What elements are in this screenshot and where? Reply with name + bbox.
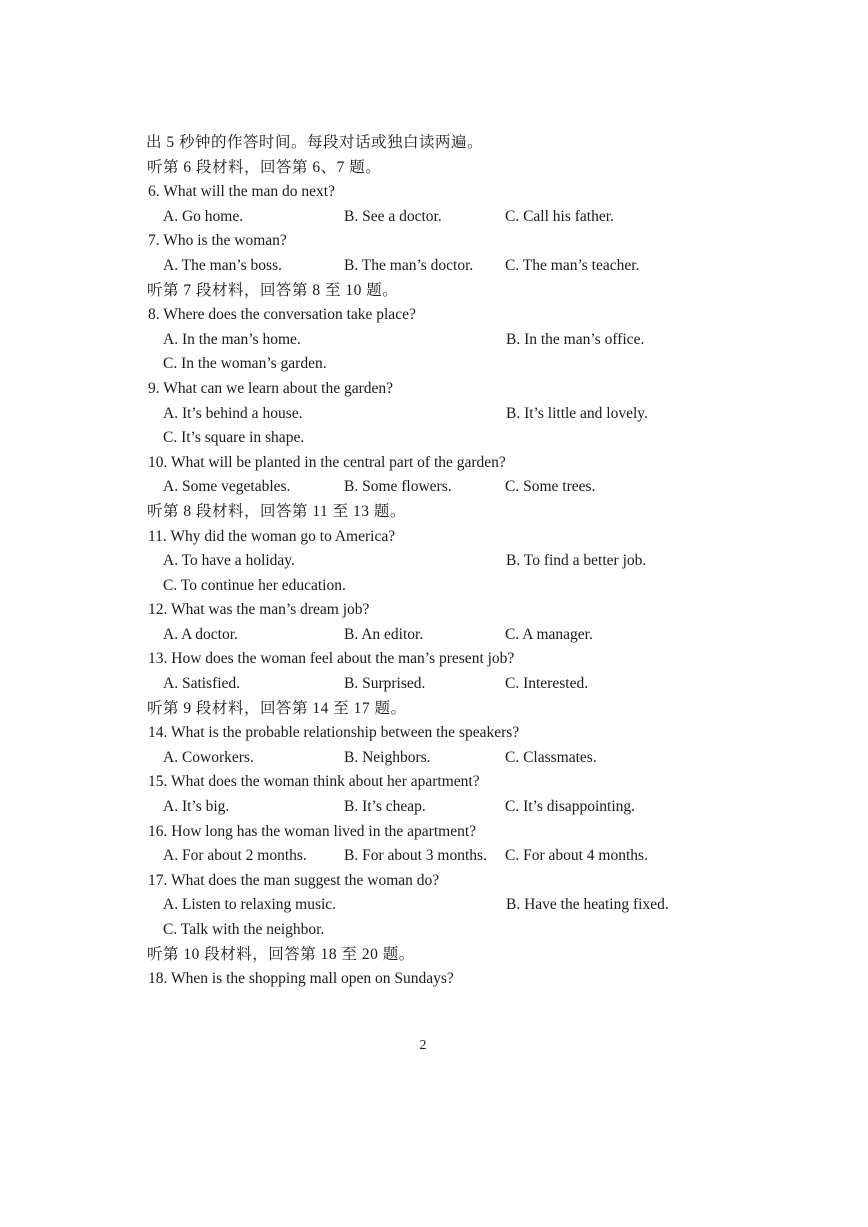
- question-text: 7. Who is the woman?: [148, 232, 287, 250]
- section-heading: [0, 500, 868, 525]
- question-text: 18. When is the shopping mall open on Sundays?: [148, 970, 454, 988]
- question-text: 12. What was the man’s dream job?: [148, 601, 370, 619]
- option-b: B. See a doctor.: [344, 207, 442, 225]
- option-a: A. Go home.: [163, 207, 244, 225]
- options-line: [0, 254, 868, 279]
- options-line: [0, 893, 868, 918]
- question-text: 8. Where does the conversation take place?: [148, 306, 416, 324]
- question-line: [0, 525, 868, 550]
- question-text: 10. What will be planted in the central part of the garden?: [148, 453, 506, 471]
- option-a: A. Satisfied.: [163, 675, 241, 693]
- section-heading-text: 听第 6 段材料，回答第 6、7 题。: [147, 158, 382, 176]
- options-line: [0, 549, 868, 574]
- instruction-line: [0, 131, 868, 156]
- options-line: [0, 402, 868, 427]
- question-text: 11. Why did the woman go to America?: [148, 527, 396, 545]
- option-b: B. The man’s doctor.: [344, 256, 474, 274]
- option-c: C. A manager.: [505, 625, 593, 643]
- options-line: [0, 918, 868, 943]
- option-a: A. Coworkers.: [163, 748, 254, 766]
- options-line: [0, 672, 868, 697]
- section-heading: [0, 279, 868, 304]
- option-c: C. Some trees.: [505, 478, 596, 496]
- option-a: A. For about 2 months.: [163, 847, 307, 865]
- option-b: B. For about 3 months.: [344, 847, 487, 865]
- question-line: [0, 647, 868, 672]
- section-heading-text: 听第 7 段材料，回答第 8 至 10 题。: [147, 281, 399, 299]
- question-line: [0, 869, 868, 894]
- option-a: A. Some vegetables.: [163, 478, 291, 496]
- options-line: [0, 795, 868, 820]
- option-c: C. Interested.: [505, 675, 589, 693]
- options-line: [0, 574, 868, 599]
- option-b: B. In the man’s office.: [506, 330, 645, 348]
- question-line: [0, 967, 868, 992]
- question-line: [0, 229, 868, 254]
- option-a: A. A doctor.: [163, 625, 238, 643]
- option-b: B. It’s cheap.: [344, 798, 426, 816]
- question-line: [0, 377, 868, 402]
- option-a: A. It’s big.: [163, 798, 230, 816]
- question-line: [0, 770, 868, 795]
- options-line: [0, 475, 868, 500]
- option-b: B. To find a better job.: [506, 552, 647, 570]
- option-c: C. Talk with the neighbor.: [163, 921, 325, 938]
- section-heading: [0, 697, 868, 722]
- options-line: [0, 623, 868, 648]
- option-c: C. It’s disappointing.: [505, 798, 636, 816]
- question-text: 16. How long has the woman lived in the apartment?: [148, 822, 477, 840]
- section-heading-text: 听第 8 段材料，回答第 11 至 13 题。: [147, 502, 406, 520]
- page-number: 2: [419, 1038, 427, 1053]
- options-line: [0, 426, 868, 451]
- question-text: 13. How does the woman feel about the man’s present job?: [148, 650, 515, 668]
- option-c: C. Call his father.: [505, 207, 614, 225]
- question-line: [0, 721, 868, 746]
- option-c: C. To continue her education.: [163, 576, 346, 594]
- option-a: A. It’s behind a house.: [163, 404, 303, 422]
- option-c: C. The man’s teacher.: [505, 256, 640, 274]
- question-line: [0, 820, 868, 845]
- options-line: [0, 352, 868, 377]
- option-c: C. For about 4 months.: [505, 847, 648, 865]
- options-line: [0, 746, 868, 771]
- option-a: A. The man’s boss.: [163, 256, 282, 274]
- options-line: [0, 844, 868, 869]
- option-b: B. An editor.: [344, 625, 424, 643]
- option-b: B. It’s little and lovely.: [506, 404, 648, 422]
- question-text: 9. What can we learn about the garden?: [148, 379, 394, 397]
- option-b: B. Some flowers.: [344, 478, 452, 496]
- instruction-text: 出 5 秒钟的作答时间。每段对话或独白读两遍。: [146, 134, 484, 151]
- listening-section: [0, 131, 868, 992]
- question-text: 14. What is the probable relationship between the speakers?: [148, 724, 520, 742]
- section-heading-text: 听第 10 段材料，回答第 18 至 20 题。: [147, 945, 415, 963]
- option-b: B. Have the heating fixed.: [506, 896, 669, 914]
- option-a: A. In the man’s home.: [163, 330, 301, 348]
- option-b: B. Neighbors.: [344, 748, 431, 766]
- option-a: A. To have a holiday.: [163, 552, 295, 570]
- option-c: C. Classmates.: [505, 748, 597, 766]
- question-line: [0, 451, 868, 476]
- section-heading: [0, 943, 868, 968]
- section-heading: [0, 156, 868, 181]
- option-c: C. In the woman’s garden.: [163, 355, 327, 373]
- question-line: [0, 598, 868, 623]
- option-c: C. It’s square in shape.: [163, 429, 305, 447]
- question-line: [0, 303, 868, 328]
- option-b: B. Surprised.: [344, 675, 426, 693]
- question-text: 6. What will the man do next?: [148, 183, 335, 201]
- section-heading-text: 听第 9 段材料，回答第 14 至 17 题。: [147, 699, 407, 717]
- option-a: A. Listen to relaxing music.: [163, 896, 337, 914]
- question-text: 15. What does the woman think about her apartment?: [148, 773, 480, 791]
- question-line: [0, 180, 868, 205]
- options-line: [0, 205, 868, 230]
- options-line: [0, 328, 868, 353]
- question-text: 17. What does the man suggest the woman do?: [148, 871, 440, 889]
